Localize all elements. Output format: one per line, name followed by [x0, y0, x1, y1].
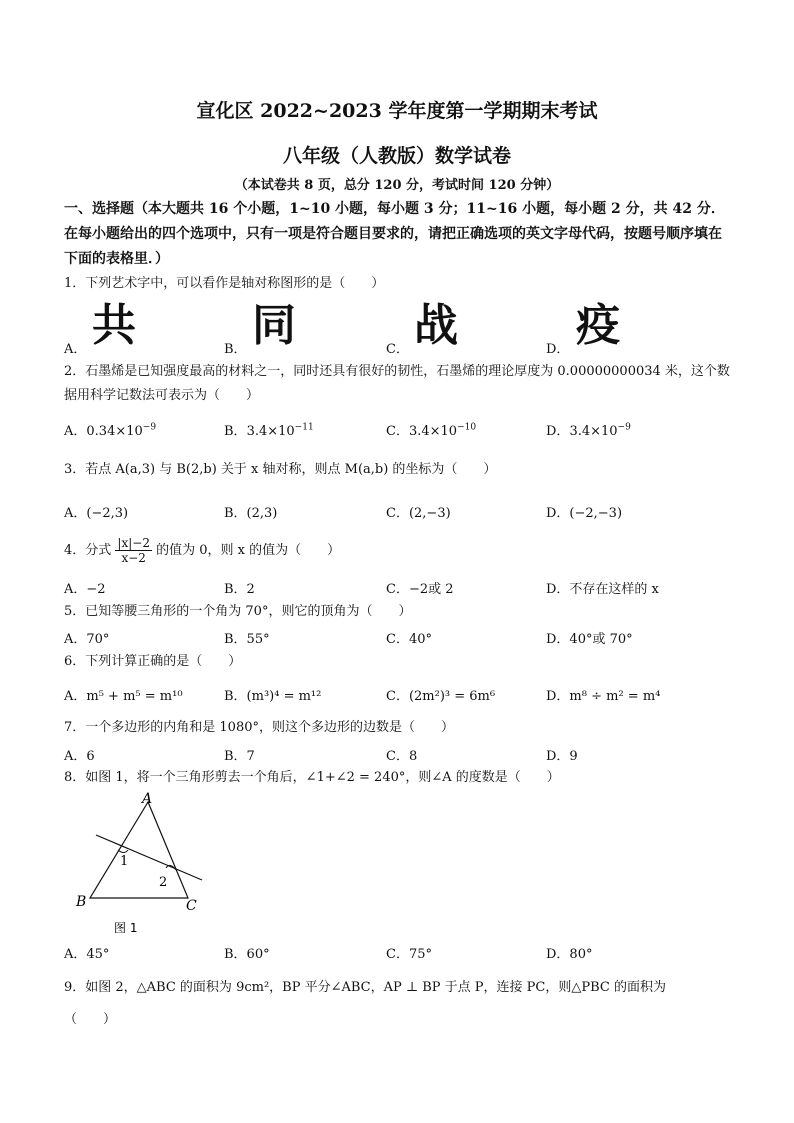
vertex-b-label: B	[76, 894, 87, 910]
q5-option-b: B．55°	[224, 632, 270, 647]
q4-option-b: B．2	[224, 582, 255, 597]
section-heading: 一、选择题（本大题共 16 个小题，1~10 小题，每小题 3 分；11~16 小题，每小题 2 分，共 42 分．在每小题给出的四个选项中，只有一项是符合题目要求的，请把正确选项的英文字母代码，按题号顺序填在下面的表格里．）	[64, 201, 725, 267]
exam-title: 宣化区 2022~2023 学年度第一学期期末考试	[196, 100, 598, 122]
exam-note: （本试卷共 8 页，总分 120 分，考试时间 120 分钟）	[234, 178, 560, 193]
q6-option-b: B．(m³)⁴ = m¹²	[224, 689, 322, 704]
q1-char-d: 疫	[576, 300, 620, 351]
q1-stem: 1．下列艺术字中，可以看作是轴对称图形的是（ ）	[64, 276, 385, 291]
cut-line	[96, 835, 202, 880]
q1-label-b: B．	[224, 342, 247, 357]
q7-option-d: D．9	[546, 749, 578, 764]
vertex-a-label: A	[142, 791, 153, 807]
q1-label-d: D．	[546, 342, 570, 357]
q4-stem: 4．分式 $\frac{|x|-2}{x-2}$ 的值为 0，则 x 的值为（ ）	[64, 536, 341, 565]
q3-option-c: C．(2,−3)	[386, 506, 451, 521]
q5-option-a: A．70°	[64, 632, 110, 647]
q6-option-a: A．m⁵ + m⁵ = m¹⁰	[64, 689, 183, 704]
q7-stem: 7．一个多边形的内角和是 1080°，则这个多边形的边数是（ ）	[64, 720, 454, 735]
q5-option-c: C．40°	[386, 632, 432, 647]
vertex-c-label: C	[186, 898, 197, 914]
q1-char-a: 共	[92, 300, 136, 351]
q3-option-b: B．(2,3)	[224, 506, 278, 521]
q6-option-d: D．m⁸ ÷ m² = m⁴	[546, 689, 661, 704]
q3-option-a: A．(−2,3)	[64, 506, 129, 521]
q3-stem: 3．若点 A(a,3) 与 B(2,b) 关于 x 轴对称，则点 M(a,b) 的坐标为（ ）	[64, 462, 497, 477]
q5-stem: 5．已知等腰三角形的一个角为 70°，则它的顶角为（ ）	[64, 604, 412, 619]
q1-label-c: C．	[386, 342, 409, 357]
angle-2-label: 2	[159, 875, 168, 890]
q8-option-a: A．45°	[64, 947, 110, 962]
q8-option-b: B．60°	[224, 947, 270, 962]
q6-stem: 6．下列计算正确的是（ ）	[64, 654, 242, 669]
q2-stem: 2．石墨烯是已知强度最高的材料之一，同时还具有很好的韧性，石墨烯的理论厚度为 0.00000000034 米，这个数据用科学记数法可表示为（ ）	[64, 364, 730, 403]
q4-option-d: D．不存在这样的 x	[546, 582, 659, 597]
q1-char-b: 同	[252, 300, 296, 351]
angle-1-arc	[118, 850, 128, 853]
q2-option-a: A．$0.34\times 10^{-9}$	[64, 422, 157, 439]
angle-1-label: 1	[120, 854, 129, 869]
q4-option-c: C．−2或 2	[386, 582, 454, 597]
figure-1-caption: 图 1	[114, 921, 138, 935]
figure-1-triangle	[70, 790, 210, 940]
q8-option-d: D．80°	[546, 947, 593, 962]
q1-char-c: 战	[414, 300, 458, 351]
q3-option-d: D．(−2,−3)	[546, 506, 623, 521]
q7-option-a: A．6	[64, 749, 95, 764]
q1-label-a: A．	[64, 342, 87, 357]
q2-option-b: B．$3.4\times 10^{-11}$	[224, 422, 314, 439]
q9-blank: （ ）	[64, 1012, 117, 1027]
q9-stem: 9．如图 2，△ABC 的面积为 9cm²，BP 平分∠ABC，AP ⊥ BP 于点 P，连接 PC，则△PBC 的面积为	[64, 980, 666, 995]
q4-fraction: $\frac{|x|-2}{x-2}$	[117, 536, 150, 565]
q6-option-c: C．(2m²)³ = 6m⁶	[386, 689, 496, 704]
q8-option-c: C．75°	[386, 947, 432, 962]
q7-option-b: B．7	[224, 749, 255, 764]
q8-stem: 8．如图 1，将一个三角形剪去一个角后，∠1+∠2 = 240°，则∠A 的度数是（ ）	[64, 770, 560, 785]
q2-option-c: C．$3.4\times 10^{-10}$	[386, 422, 477, 439]
triangle-abc	[90, 802, 188, 898]
q7-option-c: C．8	[386, 749, 418, 764]
q4-option-a: A．−2	[64, 582, 106, 597]
exam-subtitle: 八年级（人教版）数学试卷	[282, 145, 511, 167]
q5-option-d: D．40°或 70°	[546, 632, 633, 647]
q2-option-d: D．$3.4\times 10^{-9}$	[546, 422, 631, 439]
